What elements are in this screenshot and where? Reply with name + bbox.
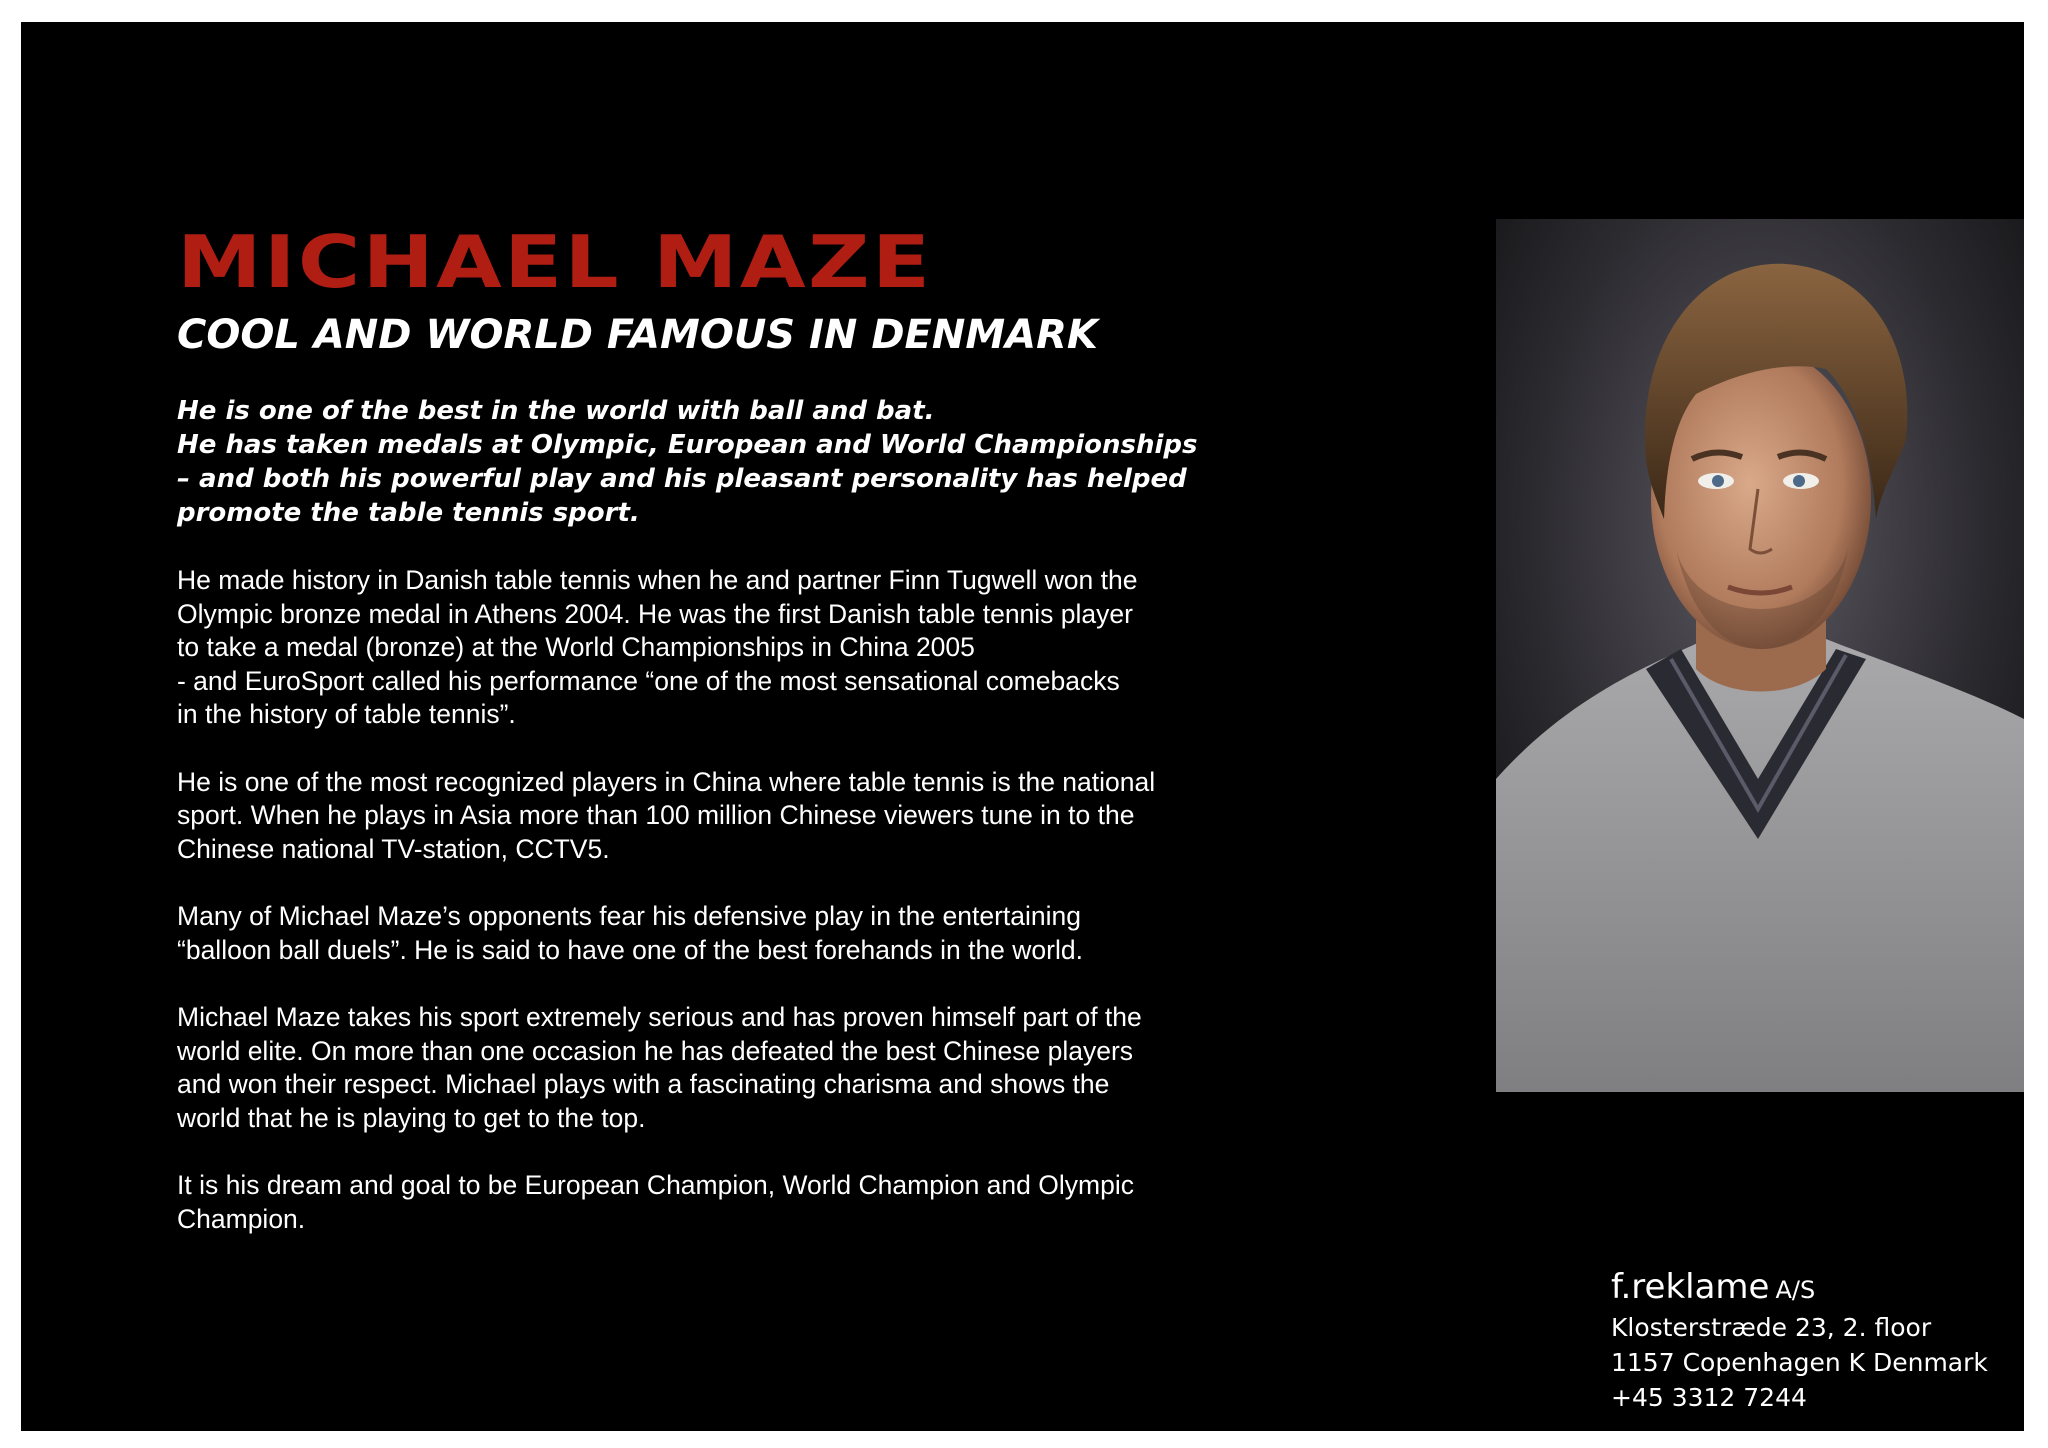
page-subtitle: COOL AND WORLD FAMOUS IN DENMARK [177,312,1098,358]
portrait-illustration [1496,219,2024,1092]
company-suffix: A/S [1775,1276,1816,1304]
contact-block [1611,1267,2011,1415]
lead-line: He has taken medals at Olympic, European and World Championships [177,430,1198,460]
body-line: “balloon ball duels”. He is said to have one of the best forehands in the world. [177,934,1083,965]
lead-paragraph [177,394,1237,530]
paragraph-china [177,766,1237,867]
body-line: Many of Michael Maze’s opponents fear his defensive play in the entertaining [177,901,1081,931]
text-column [177,220,1237,1236]
company-name [1611,1267,2011,1310]
page-title: MICHAEL MAZE [177,220,933,304]
body-line: to take a medal (bronze) at the World Championships in China 2005 [177,632,975,662]
body-line: Michael Maze takes his sport extremely serious and has proven himself part of the [177,1002,1142,1032]
paragraph-opponents [177,900,1237,967]
address-line-1: Klosterstræde 23, 2. floor [1611,1313,1932,1342]
body-line: world that he is playing to get to the top. [177,1102,646,1133]
lead-line: He is one of the best in the world with ball and bat. [177,396,935,426]
body-line: Chinese national TV-station, CCTV5. [177,833,610,864]
body-line: He is one of the most recognized players in China where table tennis is the national [177,766,1156,797]
body-line: It is his dream and goal to be European Champion, World Champion and Olympic [177,1170,1134,1200]
company-name-text: f.reklame [1611,1267,1770,1307]
body-line: in the history of table tennis”. [177,699,516,729]
body-line: He made history in Danish table tennis when he and partner Finn Tugwell won the [177,565,1138,595]
lead-line: – and both his powerful play and his pleasant personality has helped [177,464,1187,494]
body-line: Olympic bronze medal in Athens 2004. He was the first Danish table tennis player [177,598,1133,629]
paragraph-dream [177,1169,1237,1236]
body-line: - and EuroSport called his performance “one of the most sensational comebacks [177,665,1120,696]
body-line: world elite. On more than one occasion he has defeated the best Chinese players [177,1035,1134,1066]
poster-sheet [21,22,2024,1431]
body-line: and won their respect. Michael plays with a fascinating charisma and shows the [177,1069,1110,1099]
address-line-2: 1157 Copenhagen K Denmark [1611,1348,1988,1377]
paragraph-history [177,564,1237,732]
phone-number: +45 3312 7244 [1611,1383,1807,1412]
body-line: sport. When he plays in Asia more than 100 million Chinese viewers tune in to the [177,800,1135,830]
portrait-photo [1496,219,2024,1092]
lead-line: promote the table tennis sport. [177,498,640,528]
paragraph-elite [177,1001,1237,1135]
body-line: Champion. [177,1203,306,1234]
